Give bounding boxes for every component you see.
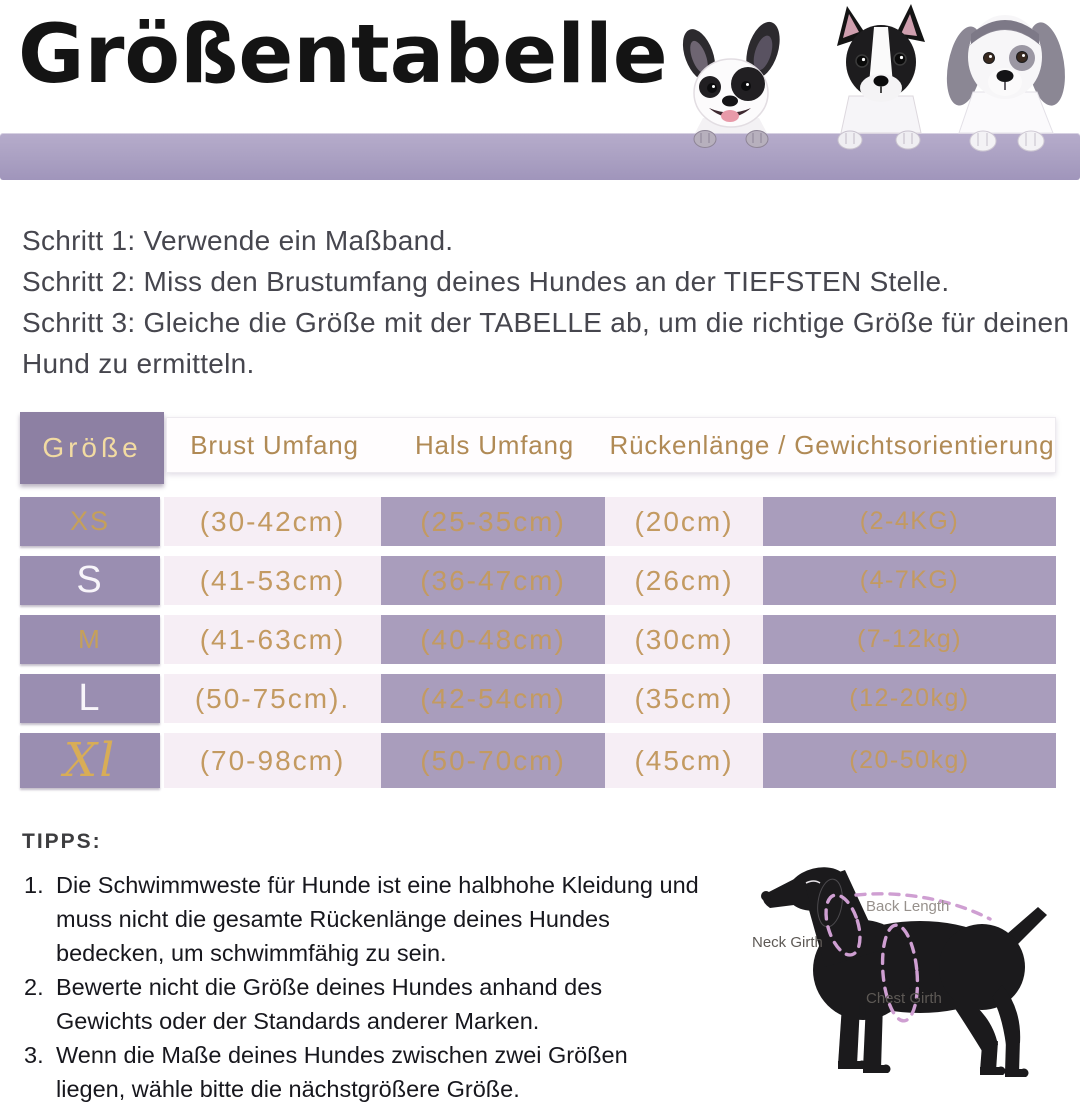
cell-neck: (42-54cm) xyxy=(381,674,605,723)
chest-girth-label: Chest Girth xyxy=(866,990,942,1007)
cell-back: (20cm) xyxy=(605,497,763,546)
dog-measurement-diagram xyxy=(730,845,1070,1080)
table-row-l xyxy=(20,674,1056,723)
boston-terrier-icon xyxy=(837,4,925,149)
table-row-xs xyxy=(20,497,1056,546)
cell-back: (35cm) xyxy=(605,674,763,723)
cell-neck: (40-48cm) xyxy=(381,615,605,664)
cell-neck: (25-35cm) xyxy=(381,497,605,546)
table-row-m xyxy=(20,615,1056,664)
size-label: L xyxy=(20,674,160,723)
tip-text: Die Schwimmweste für Hunde ist eine halbhohe Kleidung und muss nicht die gesamte Rückenlänge deines Hundes bedecken, um schwimmfähig zu sein. xyxy=(56,872,699,966)
tips-heading: TIPPS: xyxy=(22,830,102,853)
cell-weight: (7-12kg) xyxy=(763,615,1056,664)
table-header-row xyxy=(20,412,1056,484)
step-2: Schritt 2: Miss den Brustumfang deines Hundes an der TIEFSTEN Stelle. xyxy=(22,266,950,297)
cell-neck: (36-47cm) xyxy=(381,556,605,605)
size-table xyxy=(20,412,1056,788)
back-length-label: Back Length xyxy=(866,898,950,915)
neck-girth-label: Neck Girth xyxy=(752,934,823,951)
tip-item-1 xyxy=(24,868,700,970)
header-neck-girth: Hals Umfang xyxy=(414,429,575,460)
header-chest-girth: Brust Umfang xyxy=(190,429,359,460)
size-label: XS xyxy=(20,497,160,546)
tip-number: 1. xyxy=(24,872,44,898)
table-row-s xyxy=(20,556,1056,605)
cell-weight: (2-4KG) xyxy=(763,497,1056,546)
tip-number: 3. xyxy=(24,1042,44,1068)
cell-neck: (50-70cm) xyxy=(381,733,605,788)
size-label: Xl xyxy=(20,733,160,788)
tip-text: Bewerte nicht die Größe deines Hundes anhand des Gewichts oder der Standards anderer Marken. xyxy=(56,974,603,1034)
header-size: Größe xyxy=(20,412,164,484)
cell-weight: (4-7KG) xyxy=(763,556,1056,605)
tip-number: 2. xyxy=(24,974,44,1000)
table-row-xl xyxy=(20,733,1056,788)
tip-text: Wenn die Maße deines Hundes zwischen zwei Größen liegen, wähle bitte die nächstgrößere Größe. xyxy=(56,1042,628,1102)
cell-chest: (41-53cm) xyxy=(164,556,381,605)
cell-back: (45cm) xyxy=(605,733,763,788)
cell-weight: (20-50kg) xyxy=(763,733,1056,788)
size-label: M xyxy=(20,615,160,664)
tip-item-3 xyxy=(24,1038,700,1106)
cell-chest: (50-75cm). xyxy=(164,674,381,723)
cell-back: (30cm) xyxy=(605,615,763,664)
tips-list xyxy=(24,868,700,1106)
dog-silhouette-icon xyxy=(761,861,1047,1077)
cell-chest: (41-63cm) xyxy=(164,615,381,664)
header-back-length-weight: Rückenlänge / Gewichtsorientierung xyxy=(609,429,1055,460)
cell-chest: (70-98cm) xyxy=(164,733,381,788)
cell-back: (26cm) xyxy=(605,556,763,605)
size-label: S xyxy=(20,556,160,605)
french-bulldog-icon xyxy=(677,18,786,148)
step-3: Schritt 3: Gleiche die Größe mit der TABELLE ab, um die richtige Größe für deinen Hund zu ermitteln. xyxy=(22,307,1070,379)
header-strip xyxy=(166,417,1056,473)
tip-item-2 xyxy=(24,970,700,1038)
cell-weight: (12-20kg) xyxy=(763,674,1056,723)
step-1: Schritt 1: Verwende ein Maßband. xyxy=(22,225,454,256)
page-title: Größentabelle xyxy=(18,8,668,102)
measuring-steps xyxy=(22,220,1080,384)
dogs-illustration xyxy=(653,0,1080,160)
table-body xyxy=(20,497,1056,788)
beagle-icon xyxy=(941,15,1070,151)
cell-chest: (30-42cm) xyxy=(164,497,381,546)
